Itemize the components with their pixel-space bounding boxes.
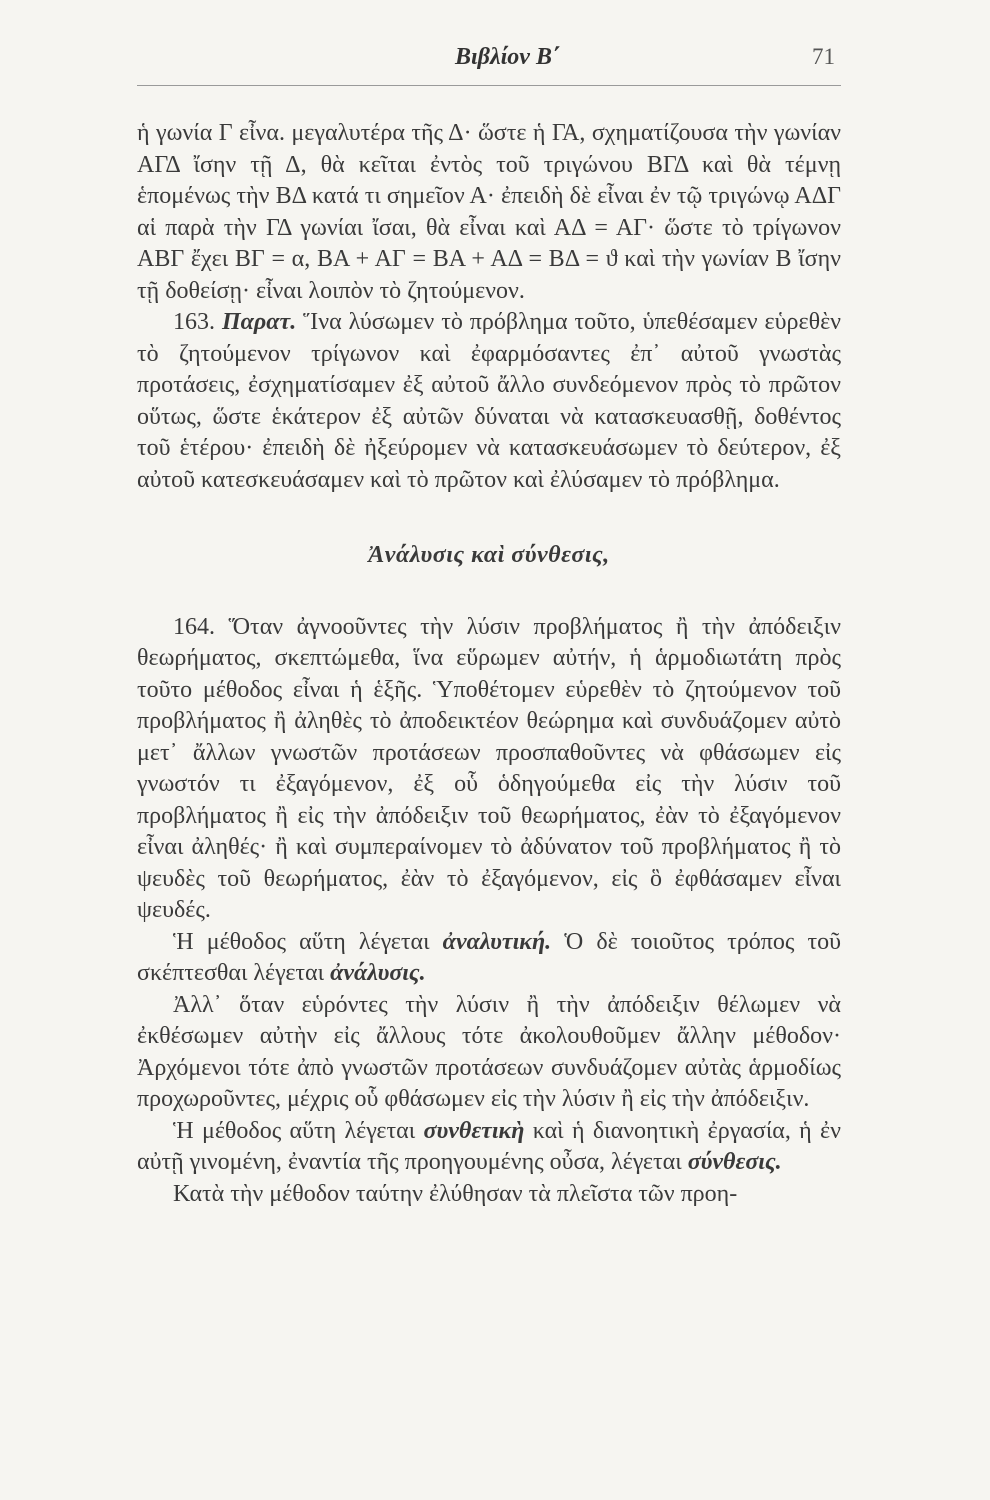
paragraph-1: ἡ γωνία Γ εἶνα. μεγαλυτέρα τῆς Δ· ὥστε ἡ ΓΑ, σχηματίζουσα τὴν γωνίαν ΑΓΔ ἴσην τῇ Δ, θὰ κεῖται ἐντὸς τοῦ τριγώνου ΒΓΔ καὶ θὰ τέμνῃ ἑπομένως τὴν ΒΔ κατά τι σημεῖον Α· ἐπειδὴ δὲ εἶναι ἐν τῷ τριγώνῳ ΑΔΓ αἱ παρὰ τὴν ΓΔ γωνίαι ἴσαι, θὰ εἶναι καὶ ΑΔ = ΑΓ· ὥστε τὸ τρίγωνον ΑΒΓ ἔχει ΒΓ = α, ΒΑ + ΑΓ = ΒΑ + ΑΔ = ΒΔ = ϑ καὶ τὴν γωνίαν Β ἴσην τῇ δοθείσῃ· εἶναι λοιπὸν τὸ ζητούμενον. [137, 120, 841, 304]
section-number-164: 164. [173, 613, 215, 640]
paragraph-163-text: Ἵνα λύσωμεν τὸ πρόβλημα τοῦτο, ὑπεθέσαμεν εὑρεθὲν τὸ ζητούμενον τρίγωνον καὶ ἐφαρμόσαντες ἐπ᾽ αὐτοῦ γνωστὰς προτάσεις, ἐσχηματίσαμεν ἐξ αὐτοῦ ἄλλο συνδεόμενον πρὸς τὸ πρῶτον οὕτως, ὥστε ἑκάτερον ἐξ αὐτῶν δύναται νὰ κατασκευασθῇ, δοθέντος τοῦ ἑτέρου· ἐπειδὴ δὲ ἠξεύρομεν νὰ κατασκευάσωμεν τὸ δεύτερον, ἐξ αὐτοῦ κατεσκευάσαμεν καὶ τὸ πρῶτον καὶ ἐλύσαμεν τὸ πρόβλημα. [137, 309, 841, 493]
paragraph-final: Κατὰ τὴν μέθοδον ταύτην ἐλύθησαν τὰ πλεῖστα τῶν προη- [173, 1180, 738, 1207]
section-number-163: 163. [173, 309, 215, 335]
paragraph-analysis [137, 927, 841, 990]
paragraph-analysis-text-b: Ὁ δὲ τοιοῦτος τρόπος τοῦ σκέπτεσθαι λέγεται [137, 928, 841, 986]
paragraph-164-text: Ὅταν ἀγνοοῦντες τὴν λύσιν προβλήματος ἢ τὴν ἀπόδειξιν θεωρήματος, σκεπτώμεθα, ἵνα εὕρωμεν αὐτήν, ἡ ἁρμοδιωτάτη πρὸς τοῦτο μέθοδος εἶναι ἡ ἑξῆς. Ὑποθέτομεν εὑρεθὲν τὸ ζητούμενον τοῦ προβλήματος ἢ ἀληθὲς τὸ ἀποδεικτέον θεώρημα καὶ συνδυάζομεν αὐτὸ μετ᾽ ἄλλων γνωστῶν προτάσεων προσπαθοῦντες νὰ φθάσωμεν εἰς γνωστόν τι ἐξαγόμενον, ἐξ οὗ ὁδηγούμεθα εἰς τὴν λύσιν τοῦ προβλήματος ἢ εἰς τὴν ἀπόδειξιν τοῦ θεωρήματος, ἐὰν τὸ ἐξαγόμενον εἶναι ἀληθές· ἢ καὶ συμπεραίνομεν τὸ ἀδύνατον τοῦ προβλήματος ἢ τὸ ψευδὲς τοῦ θεωρήματος, ἐὰν τὸ ἐξαγόμενον, εἰς ὃ ἐφθάσαμεν εἶναι ψευδές. [137, 613, 841, 923]
paragraph-analysis-text-a: Ἡ μέθοδος αὕτη λέγεται [173, 928, 443, 955]
term-synthesis: σύνθεσις. [687, 1149, 782, 1175]
page-body [137, 118, 841, 1210]
paragraph-164 [137, 612, 841, 927]
paragraph-synthesis-text-b: καὶ ἡ διανοητικὴ ἐργασία, ἡ ἐν αὐτῇ γινομένη, ἐναντία τῆς προηγουμένης οὖσα, λέγεται [137, 1117, 841, 1175]
running-head [0, 44, 990, 80]
term-analysis: ἀνάλυσις. [330, 960, 426, 986]
header-rule [137, 85, 841, 86]
paragraph-synthesis-text-a: Ἡ μέθοδος αὕτη λέγεται [173, 1117, 424, 1144]
page-number: 71 [812, 44, 835, 69]
term-analytic: ἀναλυτική. [442, 928, 552, 955]
paragraph-exposition: Ἀλλ᾽ ὅταν εὑρόντες τὴν λύσιν ἢ τὴν ἀπόδειξιν θέλωμεν νὰ ἐκθέσωμεν αὐτὴν εἰς ἄλλους τότε ἀκολουθοῦμεν ἄλλην μέθοδον· Ἀρχόμενοι τότε ἀπὸ γνωστῶν προτάσεων συνδυάζομεν αὐτὰς ἁρμοδίως προχωροῦντες, μέχρις οὗ φθάσωμεν εἰς τὴν λύσιν ἢ εἰς τὴν ἀπόδειξιν. [137, 991, 841, 1112]
remark-label: Παρατ. [221, 309, 297, 335]
running-title: Βιβλίον Β΄ [455, 44, 560, 70]
paragraph-163 [137, 307, 841, 496]
term-synthetic: συνθετικὴ [423, 1117, 525, 1144]
paragraph-synthesis [137, 1116, 841, 1179]
section-title: Ἀνάλυσις καὶ σύνθεσις, [368, 542, 610, 568]
